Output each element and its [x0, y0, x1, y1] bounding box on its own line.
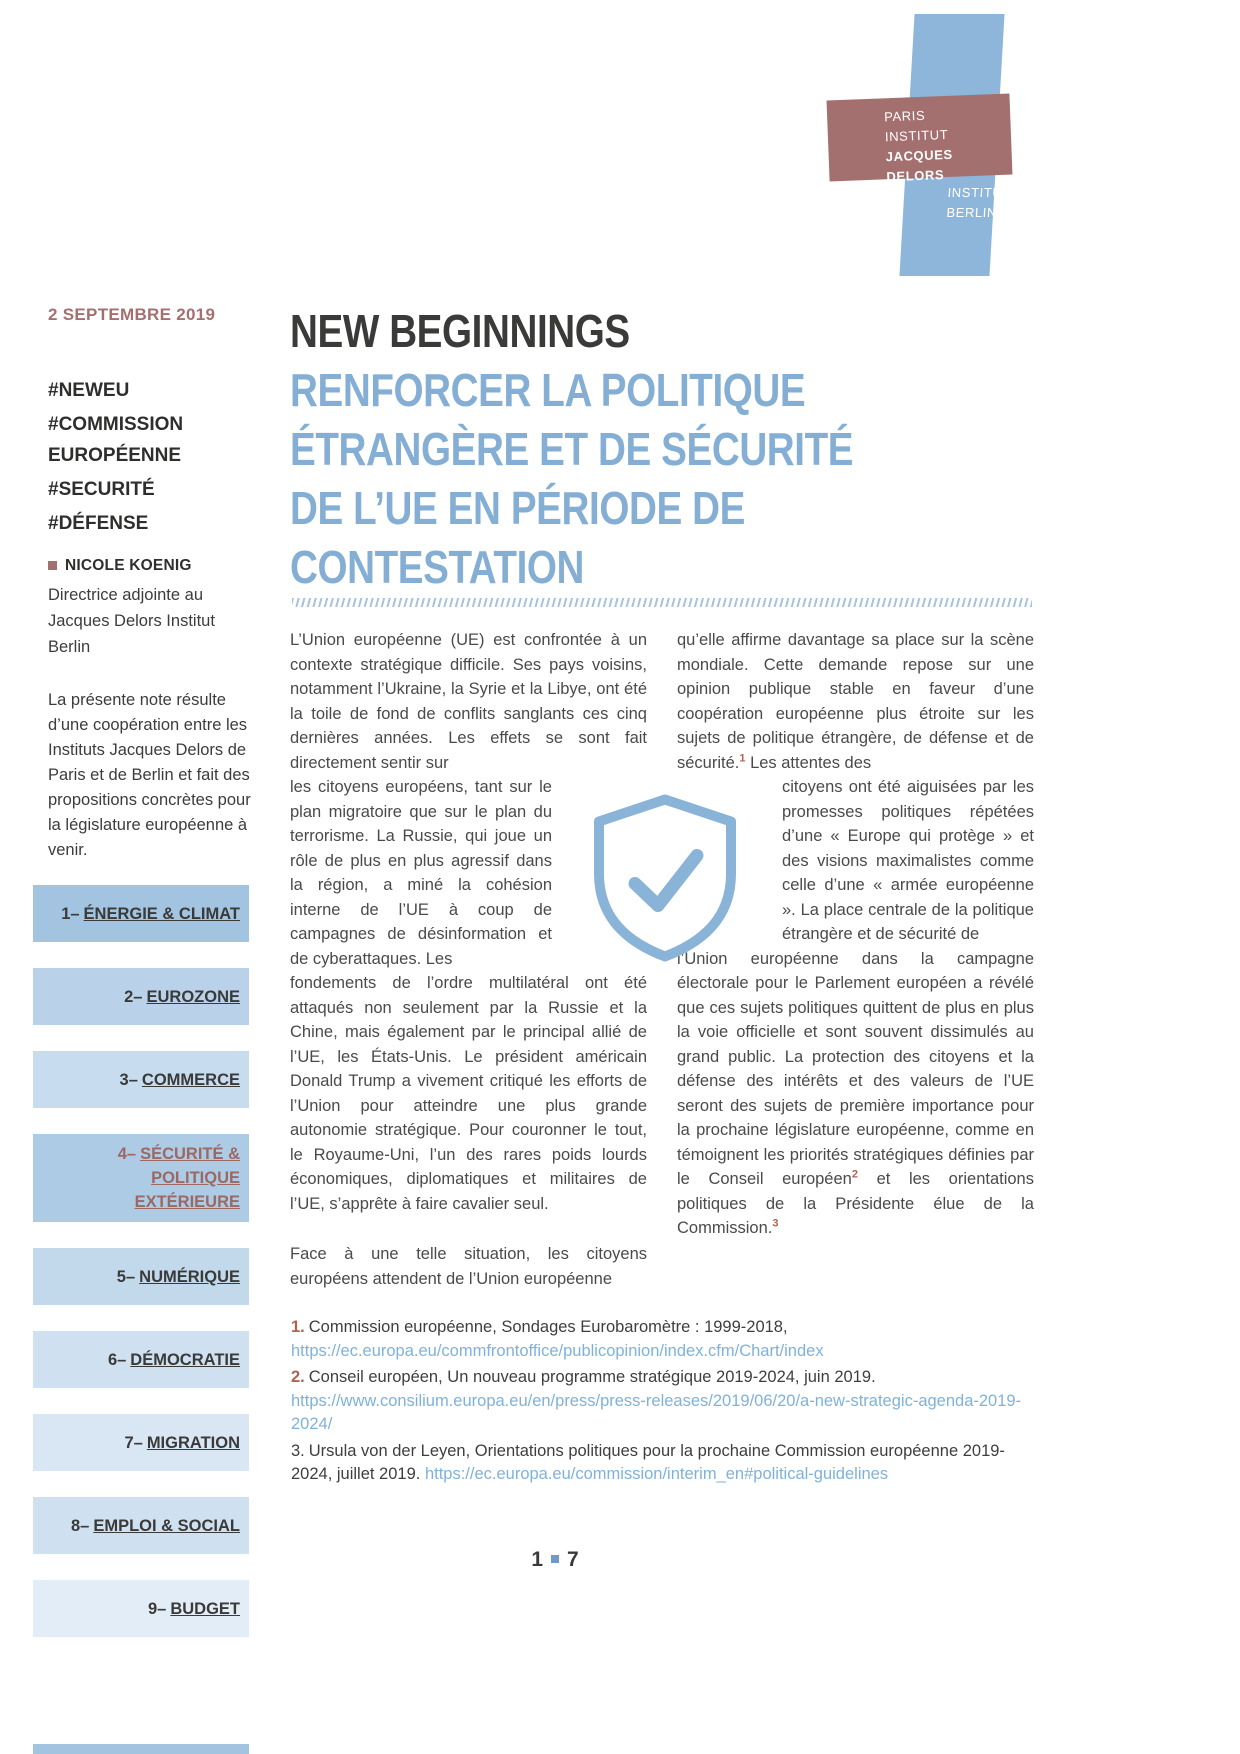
- footnote-ref-2[interactable]: 2: [851, 1168, 858, 1181]
- publication-date: 2 SEPTEMBRE 2019: [48, 305, 216, 324]
- paragraph: L’Union européenne (UE) est confrontée à un contexte stratégique difficile. Ses pays voisins, notamment l’Ukraine, la Syrie et la Libye, ont été la toile de fond de conflits sanglants ces cinq dernières années. Les effets se sont fait directement sentir sur: [290, 631, 647, 772]
- institute-logo-berlin-text: [946, 183, 1021, 223]
- author-bullet-icon: [48, 561, 57, 570]
- sidebar-item-budget[interactable]: 9– BUDGET: [33, 1580, 249, 1637]
- hashtag-neweu: #NEWEU: [48, 380, 130, 401]
- logo-text-institut: INSTITUT: [884, 126, 949, 145]
- institute-logo-mauve-bar: [827, 94, 1013, 185]
- sidebar-item-eurozone[interactable]: 2– EUROZONE: [33, 968, 249, 1025]
- shield-check-icon: [585, 790, 745, 968]
- page-separator-square-icon: [551, 1555, 559, 1563]
- hashtag-securite: #SECURITÉ: [48, 479, 155, 500]
- hatched-divider: [292, 598, 1032, 607]
- author-role: Directrice adjointe au Jacques Delors Institut Berlin: [48, 586, 215, 656]
- paragraph-wrap-around-shield: citoyens ont été aiguisées par les promesses politiques répétées d’une « Europe qui protège » et des visions maximalistes comme celle d’une « armée européenne ». La place centrale de la politique étrangère et de sécurité de: [782, 778, 1034, 943]
- section-menu: [33, 885, 249, 1663]
- logo-text-paris: PARIS: [883, 107, 926, 125]
- hashtag-defense: #DÉFENSE: [48, 513, 149, 534]
- sidebar-item-securite-politique-exterieure[interactable]: 4– SÉCURITÉ & POLITIQUE EXTÉRIEURE: [33, 1134, 249, 1222]
- title-line-3: DE L’UE EN PÉRIODE DE: [290, 482, 745, 534]
- footnote-2-link[interactable]: https://www.consilium.europa.eu/en/press/press-releases/2019/06/20/a-new-strategic-agenda-2019-2024/: [291, 1391, 1022, 1433]
- footnote-1: [291, 1316, 1037, 1363]
- paragraph: Face à une telle situation, les citoyens européens attendent de l’Union européenne: [290, 1245, 647, 1288]
- logo-text-berlin: BERLIN: [946, 205, 998, 220]
- paragraph-wrap-around-shield: les citoyens européens, tant sur le plan migratoire que sur le plan du terrorisme. La Russie, qui joue un rôle de plus en plus agressif dans la région, a miné la cohésion interne de l’UE à coup de campagnes de désinformation et de cyberattaques. Les: [290, 778, 552, 968]
- author-block: [48, 557, 248, 660]
- paragraph: l’Union européenne dans la campagne électorale pour le Parlement européen a révélé que ces sujets politiques quittent de plus en plus la voie officielle et sont souvent dissimulés au grand public. La protection des citoyens et la défense des intérêts et des valeurs de l’UE seront des sujets de première importance pour la prochaine législature européenne, comme en témoignent les priorités stratégiques définies par le Conseil européen$^2$ et les orientations politiques de la Présidente élue de la Commission.$^3$: [677, 949, 1034, 1237]
- sidebar-item-energie-climat[interactable]: 1– ÉNERGIE & CLIMAT: [33, 885, 249, 942]
- title-line-2: ÉTRANGÈRE ET DE SÉCURITÉ: [290, 423, 854, 475]
- footnote-3-marker: 3.: [291, 1441, 305, 1460]
- footnote-ref-3[interactable]: 3: [772, 1217, 779, 1230]
- paragraph: qu’elle affirme davantage sa place sur la scène mondiale. Cette demande repose sur une opinion publique stable en faveur d’une coopération européenne plus étroite sur les sujets de politique étrangère, de défense et de sécurité.$^1$ Les attentes des: [677, 631, 1034, 772]
- sidebar-item-numerique[interactable]: 5– NUMÉRIQUE: [33, 1248, 249, 1305]
- note-intro-paragraph: La présente note résulte d’une coopération entre les Instituts Jacques Delors de Paris et de Berlin et fait des propositions concrètes pour la législature européenne à venir.: [48, 691, 251, 859]
- hashtag-list: [48, 375, 260, 542]
- title-line-1: RENFORCER LA POLITIQUE: [290, 364, 806, 416]
- footnote-2-text: Conseil européen, Un nouveau programme stratégique 2019-2024, juin 2019.: [308, 1368, 876, 1386]
- logo-text-institute: INSTITUTE: [947, 185, 1021, 200]
- page-title: [290, 302, 960, 597]
- title-line-4: CONTESTATION: [290, 541, 585, 593]
- footnote-2: [291, 1366, 1037, 1437]
- footnotes: [291, 1316, 1037, 1490]
- next-section-band: [33, 1744, 249, 1754]
- current-page: 1: [531, 1548, 543, 1571]
- footnote-1-link[interactable]: https://ec.europa.eu/commfrontoffice/publicopinion/index.cfm/Chart/index: [291, 1341, 824, 1360]
- footnote-3-text: Ursula von der Leyen, Orientations politiques pour la prochaine Commission européenne 2019-2024, juillet 2019.: [291, 1441, 1005, 1483]
- sidebar-item-emploi-social[interactable]: 8– EMPLOI & SOCIAL: [33, 1497, 249, 1554]
- page-number: [455, 1548, 655, 1572]
- footnote-2-marker: 2.: [291, 1368, 305, 1386]
- sidebar-item-migration[interactable]: 7– MIGRATION: [33, 1414, 249, 1471]
- footnote-ref-1[interactable]: 1: [739, 752, 746, 764]
- footnote-1-marker: 1.: [291, 1318, 305, 1336]
- sidebar-item-commerce[interactable]: 3– COMMERCE: [33, 1051, 249, 1108]
- sidebar-item-democratie[interactable]: 6– DÉMOCRATIE: [33, 1331, 249, 1388]
- footnote-3: [291, 1440, 1037, 1487]
- title-series: NEW BEGINNINGS: [290, 305, 630, 357]
- paragraph: fondements de l’ordre multilatéral ont été attaqués non seulement par la Russie et la Chine, mais également par le principal allié de l’UE, les États-Unis. Le président américain Donald Trump a vivement critiqué les efforts de l’Union pour atteindre une plus grande autonomie stratégique. Pour couronner le tout, le Royaume-Uni, l’un des rares poids lourds économiques, diplomatiques et militaires de l’UE, s’apprête à faire cavalier seul.: [290, 974, 647, 1213]
- hashtag-commission: #COMMISSION EUROPÉENNE: [48, 414, 184, 466]
- logo-text-jacques-delors: JACQUES DELORS: [885, 146, 954, 185]
- total-pages: 7: [567, 1548, 579, 1571]
- footnote-1-text: Commission européenne, Sondages Eurobaromètre : 1999-2018,: [308, 1318, 788, 1336]
- author-name: NICOLE KOENIG: [65, 557, 192, 574]
- footnote-3-link[interactable]: https://ec.europa.eu/commission/interim_en#political-guidelines: [424, 1465, 889, 1483]
